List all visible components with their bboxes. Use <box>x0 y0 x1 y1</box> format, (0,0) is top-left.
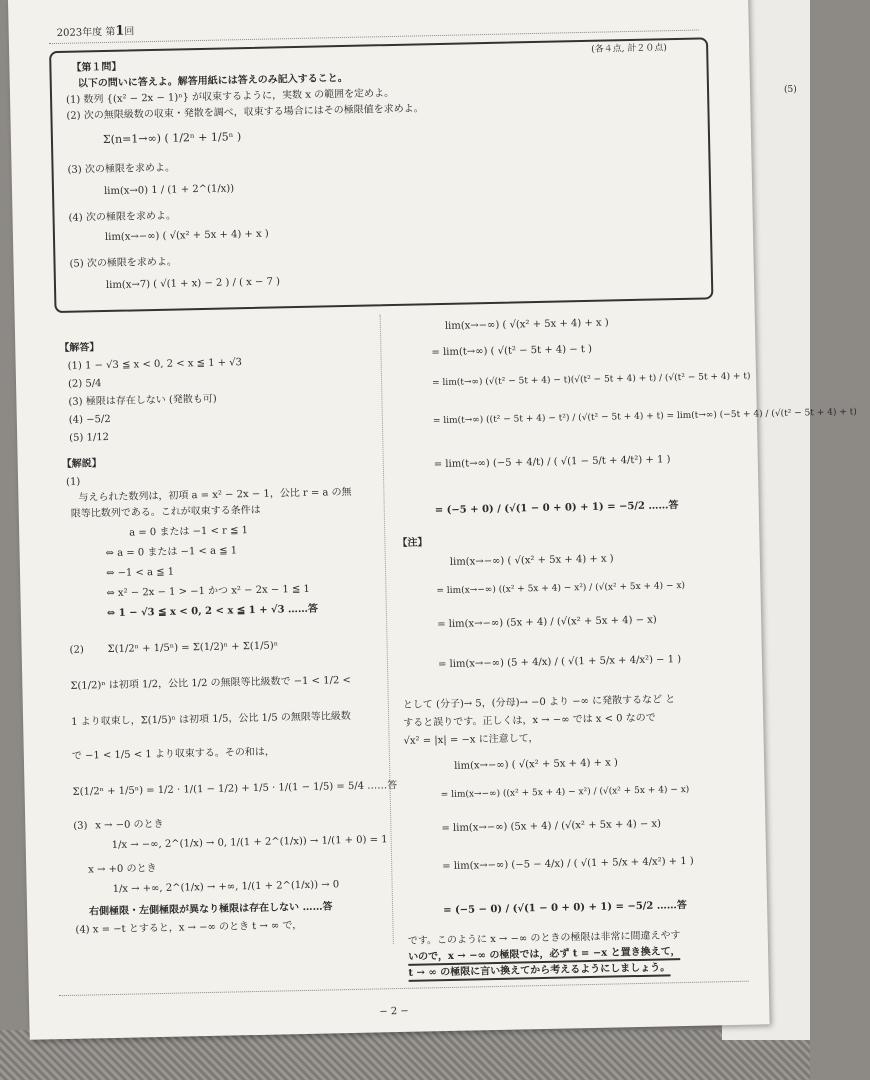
answer-2: (2) 5/4 <box>67 378 102 390</box>
right-line5: = lim(t→∞) (−5 + 4/t) / ( √(1 − 5/t + 4/t²) + 1 ) <box>433 454 671 471</box>
exp2-line2: Σ(1/2)ⁿ は初項 1/2，公比 1/2 の無限等比級数で −1 < 1/2 < <box>70 674 351 692</box>
exp1-line2: ⇔ a = 0 または −1 < a ≦ 1 <box>105 545 238 560</box>
exp3-line1: x → −0 のとき <box>95 818 164 832</box>
note-line14: いので，x → −∞ の極限では，必ず t = −x と置き換えて， <box>408 946 681 966</box>
note-line7: √x² = |x| = −x に注意して， <box>403 733 539 747</box>
side-label: (5) <box>784 85 797 95</box>
exp2-line1: Σ(1/2ⁿ + 1/5ⁿ) = Σ(1/2)ⁿ + Σ(1/5)ⁿ <box>107 640 279 656</box>
exp1-line3: ⇔ −1 < a ≦ 1 <box>105 566 175 580</box>
footer-rule <box>59 981 749 996</box>
note-line2: = lim(x→−∞) ((x² + 5x + 4) − x²) / (√(x² + 5x + 4) − x) <box>436 580 686 597</box>
exp2-line3: 1 より収束し，Σ(1/5)ⁿ は初項 1/5，公比 1/5 の無限等比級数 <box>71 710 351 728</box>
question-4: (4) 次の極限を求めよ。 <box>68 210 177 224</box>
question-3: (3) 次の極限を求めよ。 <box>67 162 176 176</box>
right-line6: = (−5 + 0) / (√(1 − 0 + 0) + 1) = −5/2 ……答 <box>434 500 679 517</box>
instruction: 以下の問いに答えよ。解答用紙には答えのみ記入すること。 <box>77 72 348 90</box>
explanation-heading: 【解説】 <box>61 458 102 470</box>
note-line12: = (−5 − 0) / (√(1 − 0 + 0) + 1) = −5/2 ……答 <box>443 899 687 917</box>
right-line1: lim(x→−∞) ( √(x² + 5x + 4) + x ) <box>444 317 609 332</box>
answer-4: (4) −5/2 <box>68 413 111 426</box>
exp2-line4: で −1 < 1/5 < 1 より収束する。その和は， <box>71 746 275 762</box>
note-line15: t → ∞ の極限に言い換えてから考えるようにしましょう。 <box>408 962 670 981</box>
problem-box <box>49 37 713 313</box>
note-line5: として (分子)→ 5，(分母)→ −0 より −∞ に発散するなど と <box>402 694 676 711</box>
note-line11: = lim(x→−∞) (−5 − 4/x) / ( √(1 + 5/x + 4/x²) + 1 ) <box>442 855 694 873</box>
question-5: (5) 次の極限を求めよ。 <box>69 256 177 270</box>
question-2: (2) 次の無限級数の収束・発散を調べ，収束する場合にはその極限値を求めよ。 <box>66 103 424 122</box>
exp4-line1: (4) x = −t とすると，x → −∞ のとき t → ∞ で， <box>75 920 303 936</box>
note-line3: = lim(x→−∞) (5x + 4) / (√(x² + 5x + 4) − x) <box>437 614 657 631</box>
exp3-line2: 1/x → −∞, 2^(1/x) → 0, 1/(1 + 2^(1/x)) → 1/(1 + 0) = 1 <box>111 834 388 852</box>
exp1-label: (1) <box>65 476 81 488</box>
exp3-line5: 右側極限・左側極限が異なり極限は存在しない ……答 <box>89 901 333 918</box>
exp2-label: (2) <box>69 644 84 656</box>
exp1-line1: a = 0 または −1 < r ≦ 1 <box>129 525 249 539</box>
question-5-expr: lim(x→7) ( √(1 + x) − 2 ) / ( x − 7 ) <box>105 276 281 292</box>
exp3-line3: x → +0 のとき <box>88 863 157 876</box>
note-heading: 【注】 <box>397 537 428 549</box>
question-1: (1) 数列 {(x² − 2x − 1)ⁿ} が収束するように，実数 x の範囲を定めよ。 <box>65 87 395 106</box>
question-2-expr: Σ(n=1→∞) ( 1/2ⁿ + 1/5ⁿ ) <box>102 130 242 147</box>
points-label: (各４点, 計２０点) <box>591 43 668 55</box>
note-line9: = lim(x→−∞) ((x² + 5x + 4) − x²) / (√(x² + 5x + 4) − x) <box>440 784 690 801</box>
document-page <box>8 0 857 1040</box>
exp3-label: (3) <box>73 820 88 832</box>
right-line2: = lim(t→∞) ( √(t² − 5t + 4) − t ) <box>431 343 593 359</box>
note-line13: です。このように x → −∞ のときの極限は非常に間違えやす <box>407 930 681 947</box>
right-line4: = lim(t→∞) ((t² − 5t + 4) − t²) / (√(t² − 5t + 4) + t) = lim(t→∞) (−5t + 4) / (√(t² − 5t + 4) + t) <box>432 407 857 427</box>
right-line3: = lim(t→∞) (√(t² − 5t + 4) − t)(√(t² − 5t + 4) + t) / (√(t² − 5t + 4) + t) <box>432 371 751 389</box>
question-4-expr: lim(x→−∞) ( √(x² + 5x + 4) + x ) <box>104 228 269 244</box>
answer-1: (1) 1 − √3 ≦ x < 0, 2 < x ≦ 1 + √3 <box>67 357 243 372</box>
answer-5: (5) 1/12 <box>69 431 110 444</box>
exp1-text2: 限等比数列である。これが収束する条件は <box>70 504 261 520</box>
note-line6: すると誤りです。正しくは，x → −∞ では x < 0 なので <box>403 712 656 729</box>
column-divider <box>380 314 394 944</box>
answer-3: (3) 極限は存在しない (発散も可) <box>68 393 217 408</box>
note-line8: lim(x→−∞) ( √(x² + 5x + 4) + x ) <box>454 757 619 772</box>
note-line4: = lim(x→−∞) (5 + 4/x) / ( √(1 + 5/x + 4/x²) − 1 ) <box>437 654 682 671</box>
exp1-line4: ⇔ x² − 2x − 1 > −1 かつ x² − 2x − 1 ≦ 1 <box>106 583 310 600</box>
note-line1: lim(x→−∞) ( √(x² + 5x + 4) + x ) <box>449 553 614 568</box>
header-year: 2023年度 第1回 <box>56 23 135 39</box>
problem-title: 【第１問】 <box>71 61 122 74</box>
page-number: − 2 − <box>379 1005 409 1018</box>
answers-heading: 【解答】 <box>59 342 100 355</box>
exp2-line5: Σ(1/2ⁿ + 1/5ⁿ) = 1/2 · 1/(1 − 1/2) + 1/5 · 1/(1 − 1/5) = 5/4 ……答 <box>72 780 398 798</box>
exp3-line4: 1/x → +∞, 2^(1/x) → +∞, 1/(1 + 2^(1/x)) → 0 <box>112 879 340 896</box>
note-line10: = lim(x→−∞) (5x + 4) / (√(x² + 5x + 4) − x) <box>441 818 662 835</box>
question-3-expr: lim(x→0) 1 / (1 + 2^(1/x)) <box>103 183 235 198</box>
exp1-text1: 与えられた数列は，初項 a = x² − 2x − 1，公比 r = a の無 <box>78 486 352 504</box>
exp1-line5: ⇔ 1 − √3 ≦ x < 0, 2 < x ≦ 1 + √3 ……答 <box>106 603 319 620</box>
